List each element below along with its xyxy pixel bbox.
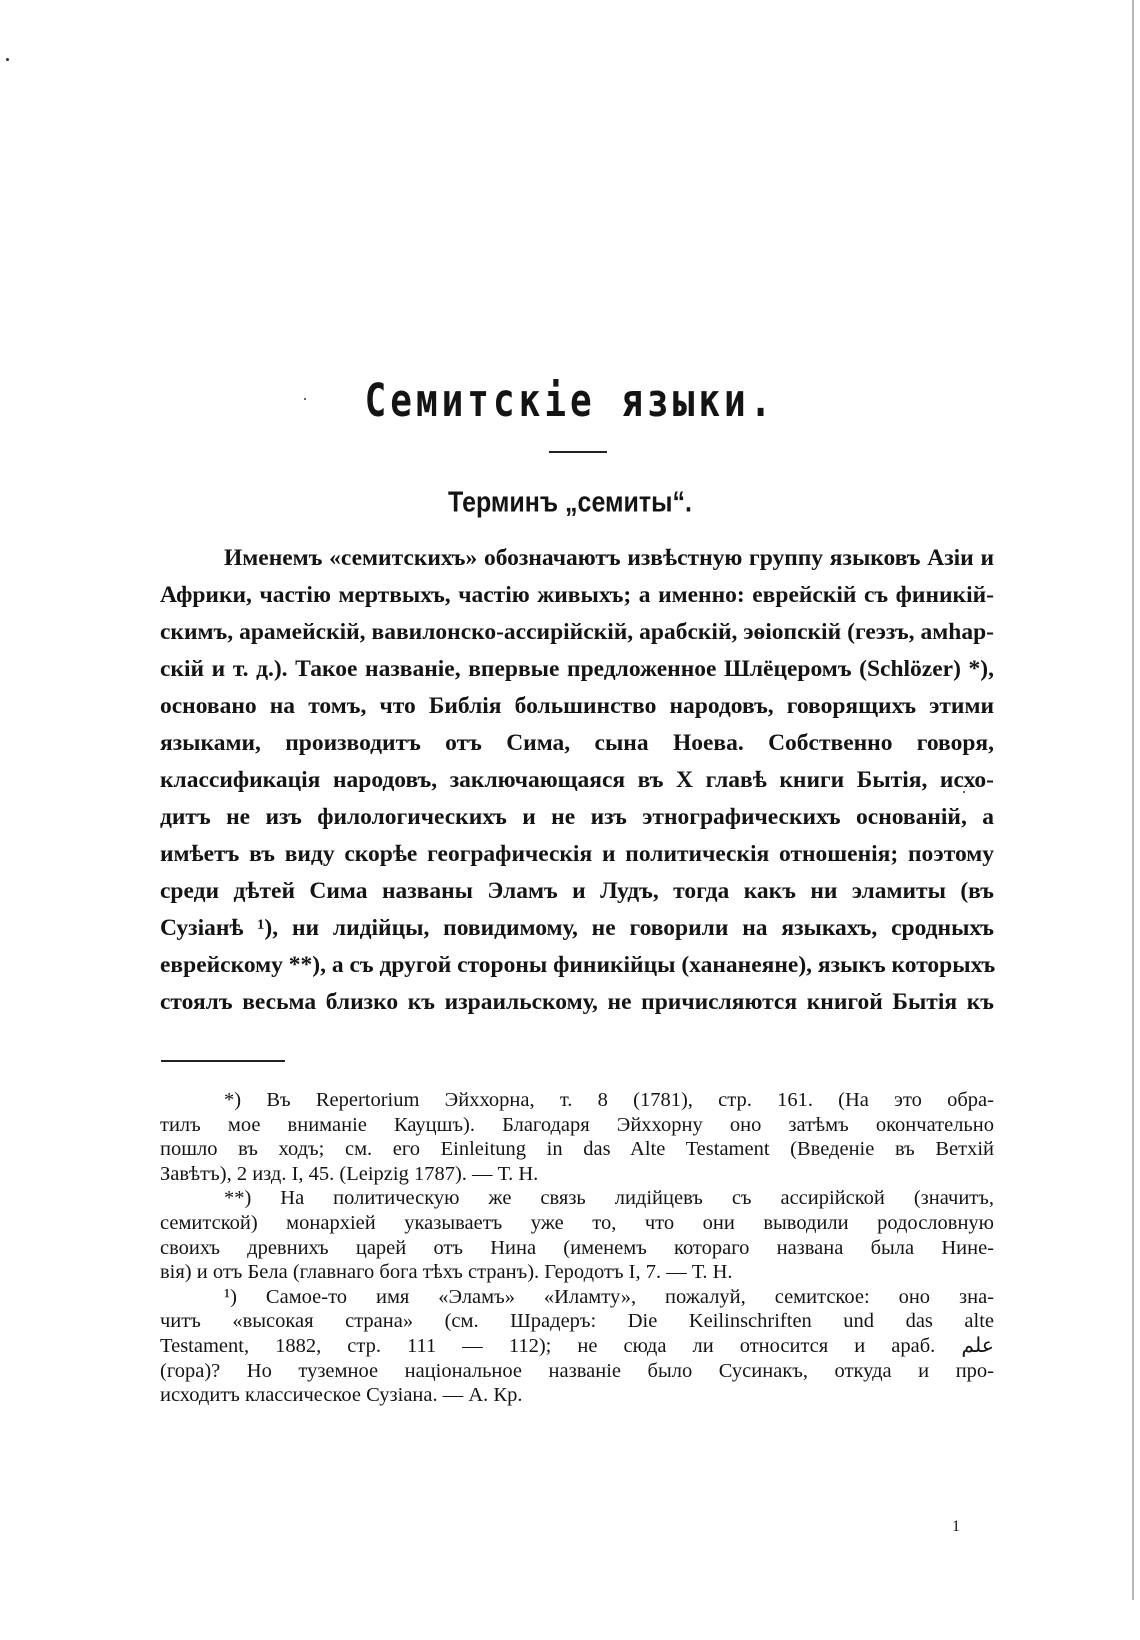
- scan-speck: [6, 58, 9, 61]
- page-title: Семитскіе языки.: [364, 376, 776, 428]
- body-line: дитъ не изъ филологическихъ и не изъ этнографическихъ основаній, а: [160, 804, 994, 830]
- body-line: скій и т. д.). Такое названіе, впервые предложенное Шлёцеромъ (Schlözer) *),: [160, 656, 994, 682]
- body-line: еврейскому **), а съ другой стороны финикійцы (хананеяне), языкъ которыхъ: [160, 952, 996, 978]
- section-heading: Терминъ „семиты“.: [448, 486, 692, 519]
- footnote-divider: [161, 1060, 285, 1062]
- title-divider: [549, 451, 607, 453]
- footnote-line: *) Въ Repertorium Эйххорна, т. 8 (1781), стр. 161. (На это обра-: [224, 1089, 994, 1111]
- body-line: Африки, частію мертвыхъ, частію живыхъ; а именно: еврейскій съ финикій-: [160, 582, 994, 608]
- footnote-line: тилъ мое вниманіе Кауцшъ). Благодаря Эйххорну оно затѣмъ окончательно: [160, 1113, 994, 1136]
- body-line: Именемъ «семитскихъ» обозначаютъ извѣстную группу языковъ Азіи и: [224, 545, 994, 571]
- body-line: основано на томъ, что Библія большинство народовъ, говорящихъ этими: [160, 693, 994, 719]
- footnote-line: своихъ древнихъ царей отъ Нина (именемъ котораго названа была Нине-: [160, 1236, 994, 1259]
- body-line: классификація народовъ, заключающаяся въ X главѣ книги Бытія, исхо-: [160, 767, 994, 793]
- body-line: скимъ, арамейскій, вавилонско-ассирійскій, арабскій, эѳіопскій (геэзъ, амһар-: [160, 619, 994, 645]
- footnote-line: семитской) монархіей указываетъ уже то, что они выводили родословную: [160, 1211, 994, 1234]
- body-line: языками, производитъ отъ Сима, сына Ноева. Собственно говоря,: [160, 730, 994, 756]
- footnote-line: ¹) Самое-то имя «Эламъ» «Иламту», пожалуй, семитское: оно зна-: [224, 1285, 994, 1308]
- page-number: 1: [952, 1518, 960, 1535]
- scan-edge-line: [1132, 0, 1134, 1600]
- body-line: Сузіанѣ ¹), ни лидійцы, повидимому, не говорили на языкахъ, сродныхъ: [160, 915, 994, 941]
- footnote-line: **) На политическую же связь лидійцевъ съ ассирійской (значитъ,: [224, 1187, 994, 1210]
- footnote-line: Завѣтъ), 2 изд. I, 45. (Leipzig 1787). — Т. Н.: [160, 1162, 539, 1185]
- body-paragraph: [160, 540, 994, 1021]
- footnote-line: Testament, 1882, стр. 111 — 112); не сюда ли относится и араб. علم: [160, 1334, 994, 1357]
- footnote-line: вія) и отъ Бела (главнаго бога тѣхъ странъ). Геродотъ I, 7. — Т. Н.: [160, 1261, 733, 1284]
- footnote-line: (гора)? Но туземное національное названіе было Сусинакъ, откуда и про-: [160, 1359, 994, 1382]
- body-line: среди дѣтей Сима названы Эламъ и Лудъ, тогда какъ ни эламиты (въ: [160, 878, 994, 904]
- footnote-line: исходитъ классическое Сузіана. — А. Кр.: [160, 1384, 523, 1407]
- footnote-line: пошло въ ходъ; см. его Einleitung in das Alte Testament (Введеніе въ Ветхій: [160, 1138, 994, 1161]
- footnote-line: читъ «высокая страна» (см. Шрадеръ: Die Keilinschriften und das alte: [160, 1310, 994, 1333]
- body-line: стоялъ весьма близко къ израильскому, не причисляются книгой Бытія къ: [160, 989, 994, 1015]
- body-line: имѣетъ въ виду скорѣе географическія и политическія отношенія; поэтому: [160, 841, 994, 867]
- footnotes: [160, 1088, 994, 1408]
